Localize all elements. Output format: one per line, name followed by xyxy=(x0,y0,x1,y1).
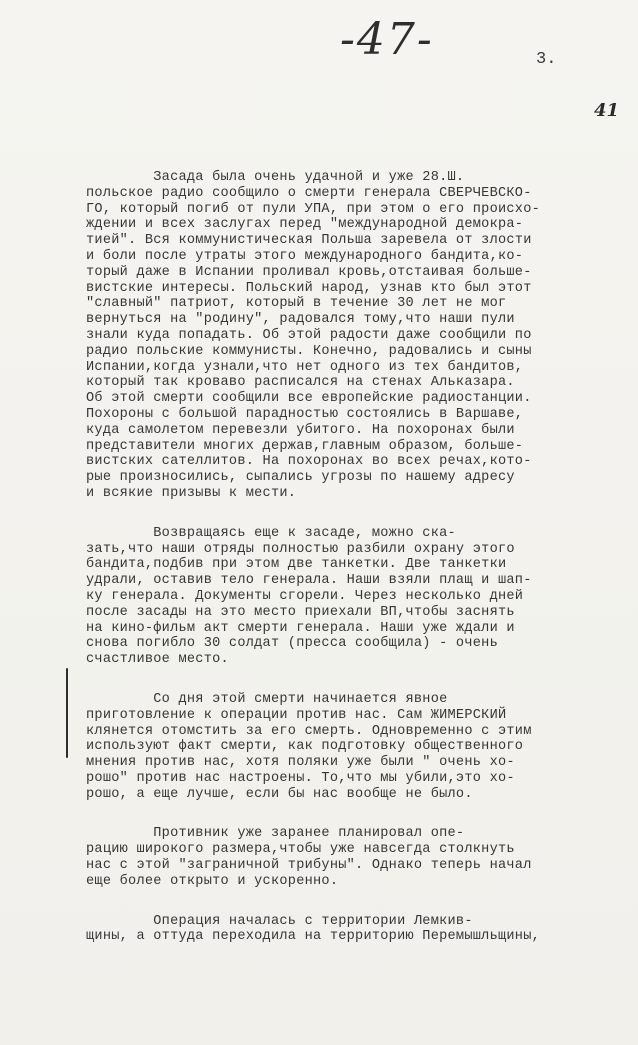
text-line: вистские интересы. Польский народ, узнав кто был этот xyxy=(86,280,532,296)
text-line: "славный" патриот, который в течение 30 лет не мог xyxy=(86,296,507,312)
text-line: вернуться на "родину", радовался тому,что наши пули xyxy=(86,312,515,328)
paragraph xyxy=(86,526,636,668)
text-line: Об этой смерти сообщили все европейские радиостанции. xyxy=(86,391,532,407)
text-line: тией". Вся коммунистическая Польша заревела от злости xyxy=(86,233,532,249)
text-line: и боли после утраты этого международного бандита,ко- xyxy=(86,248,524,264)
text-line: радио польские коммунисты. Конечно, радовались и сыны xyxy=(86,343,532,359)
text-line: ждении и всех заслугах перед "международной демокра- xyxy=(86,217,524,233)
text-line: который так кроваво расписался на стенах Альказара. xyxy=(86,375,515,391)
text-line: еще более открыто и ускоренно. xyxy=(86,873,339,889)
text-line: Похороны с большой парадностью состоялись в Варшаве, xyxy=(86,406,524,422)
paragraph-gap xyxy=(86,502,636,526)
margin-mark-line xyxy=(66,668,68,758)
text-line: после засады на это место приехали ВП,чтобы заснять xyxy=(86,604,515,620)
paragraph-gap xyxy=(86,668,636,692)
text-line: Засада была очень удачной и уже 28.Ш. xyxy=(86,170,465,185)
text-line: польское радио сообщило о смерти генерала СВЕРЧЕВСКО- xyxy=(86,185,532,201)
paragraph xyxy=(86,170,636,502)
text-line: удрали, оставив тело генерала. Наши взяли плащ и шап- xyxy=(86,573,532,589)
paragraph xyxy=(86,914,636,946)
text-line: рацию широкого размера,чтобы уже навсегда столкнуть xyxy=(86,842,515,858)
text-line: и всякие призывы к мести. xyxy=(86,485,297,501)
text-line: знали куда попадать. Об этой радости даже сообщили по xyxy=(86,327,532,343)
text-line: щины, а оттуда переходила на территорию Перемышльщины, xyxy=(86,929,541,945)
text-line: рые произносились, сыпались угрозы по нашему адресу xyxy=(86,470,515,486)
text-line: Противник уже заранее планировал опе- xyxy=(86,826,465,842)
text-line: вистских сателлитов. На похоронах во всех речах,кото- xyxy=(86,454,532,470)
text-line: Испании,когда узнали,что нет одного из тех бандитов, xyxy=(86,359,524,375)
text-line: снова погибло 30 солдат (пресса сообщила) - очень xyxy=(86,636,498,652)
text-line: ку генерала. Документы сгорели. Через несколько дней xyxy=(86,588,524,604)
text-line: зать,что наши отряды полностью разбили охрану этого xyxy=(86,541,515,557)
paragraph xyxy=(86,692,636,803)
text-line: Со дня этой смерти начинается явное xyxy=(86,691,448,707)
text-line: мнения против нас, хотя поляки уже были " очень хо- xyxy=(86,755,515,771)
text-line: торый даже в Испании проливал кровь,отстаивая больше- xyxy=(86,264,532,280)
text-line: рошо, а еще лучше, если бы нас вообще не было. xyxy=(86,786,473,802)
handwritten-page-number: -47- xyxy=(340,14,434,65)
typewritten-body xyxy=(86,170,636,945)
text-line: используют факт смерти, как подготовку общественного xyxy=(86,739,524,755)
text-line: на кино-фильм акт смерти генерала. Наши уже ждали и xyxy=(86,620,515,636)
typed-page-number: 3. xyxy=(536,50,557,69)
text-line: счастливое место. xyxy=(86,652,229,668)
text-line: клянется отомстить за его смерть. Одновременно с этим xyxy=(86,723,532,739)
text-line: ГО, который погиб от пули УПА, при этом о его происхо- xyxy=(86,201,541,217)
text-line: куда самолетом перевезли убитого. На похоронах были xyxy=(86,422,515,438)
text-line: Операция началась с территории Лемкив- xyxy=(86,913,473,929)
text-line: Возвращаясь еще к засаде, можно ска- xyxy=(86,525,456,541)
paragraph-gap xyxy=(86,802,636,826)
text-line: бандита,подбив при этом две танкетки. Две танкетки xyxy=(86,557,507,573)
paragraph xyxy=(86,826,636,889)
text-line: рошо" против нас настроены. То,что мы убили,это хо- xyxy=(86,770,515,786)
text-line: представители многих держав,главным образом, больше- xyxy=(86,438,524,454)
archive-folio-number: 41 xyxy=(594,100,620,121)
text-line: приготовление к операции против нас. Сам ЖИМЕРСКИЙ xyxy=(86,707,507,723)
paragraph-gap xyxy=(86,890,636,914)
text-line: нас с этой "заграничной трибуны". Однако теперь начал xyxy=(86,858,532,874)
